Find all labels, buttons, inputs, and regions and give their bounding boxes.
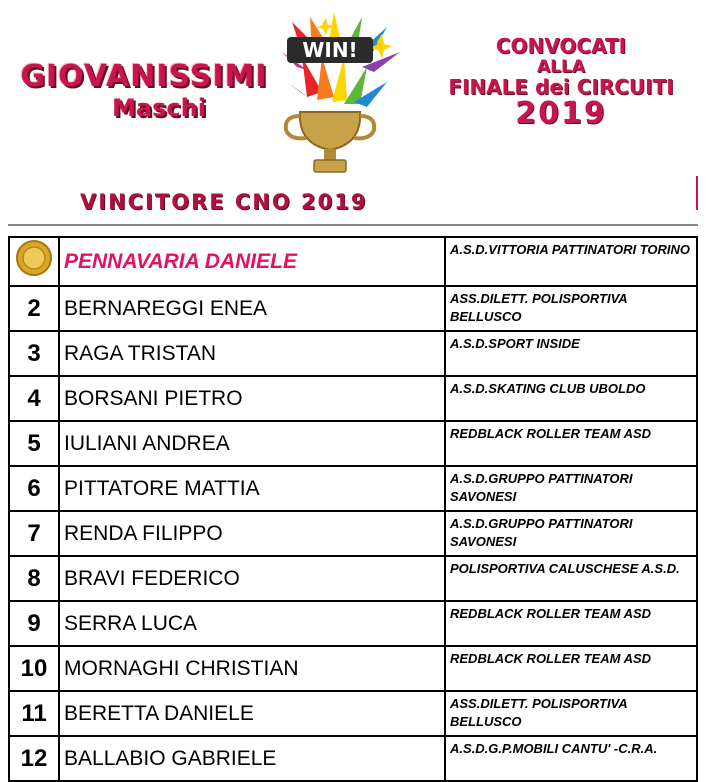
row-position: 9 <box>9 601 59 646</box>
club-name: A.S.D.SPORT INSIDE <box>445 331 697 376</box>
club-name: REDBLACK ROLLER TEAM ASD <box>445 421 697 466</box>
row-position: 11 <box>9 691 59 736</box>
row-position: 6 <box>9 466 59 511</box>
club-name: A.S.D.VITTORIA PATTINATORI TORINO <box>445 237 697 286</box>
gold-medal-icon <box>14 238 54 278</box>
divider-tick <box>696 176 698 210</box>
trophy-cup <box>300 112 360 150</box>
winner-banner: VINCITORE CNO 2019 <box>80 190 368 214</box>
row-position: 5 <box>9 421 59 466</box>
table-row <box>9 421 697 466</box>
athlete-name: PENNAVARIA DANIELE <box>59 237 445 286</box>
club-name: A.S.D.SKATING CLUB UBOLDO <box>445 376 697 421</box>
convocati-line2: ALLA <box>537 57 585 77</box>
page-title: GIOVANISSIMI <box>20 59 268 94</box>
club-name: A.S.D.GRUPPO PATTINATORI SAVONESI <box>445 511 697 556</box>
athlete-name: BALLABIO GABRIELE <box>59 736 445 781</box>
row-position: 12 <box>9 736 59 781</box>
row-position: 10 <box>9 646 59 691</box>
trophy-icon <box>282 12 402 177</box>
table-row <box>9 556 697 601</box>
divider-rule <box>8 224 698 226</box>
athlete-name: PITTATORE MATTIA <box>59 466 445 511</box>
trophy-text: WIN! <box>302 38 358 62</box>
row-position <box>9 237 59 286</box>
table-row <box>9 466 697 511</box>
club-name: REDBLACK ROLLER TEAM ASD <box>445 601 697 646</box>
convocati-year: 2019 <box>515 96 607 131</box>
table-row <box>9 286 697 331</box>
athlete-name: BRAVI FEDERICO <box>59 556 445 601</box>
club-name: A.S.D.GRUPPO PATTINATORI SAVONESI <box>445 466 697 511</box>
row-position: 2 <box>9 286 59 331</box>
athlete-name: RAGA TRISTAN <box>59 331 445 376</box>
table-row <box>9 237 697 286</box>
club-name: A.S.D.G.P.MOBILI CANTU' -C.R.A. <box>445 736 697 781</box>
row-position: 3 <box>9 331 59 376</box>
roster-table <box>8 236 698 782</box>
athlete-name: BERETTA DANIELE <box>59 691 445 736</box>
table-row <box>9 376 697 421</box>
club-name: POLISPORTIVA CALUSCHESE A.S.D. <box>445 556 697 601</box>
header-right <box>420 34 702 130</box>
club-name: ASS.DILETT. POLISPORTIVA BELLUSCO <box>445 286 697 331</box>
table-row <box>9 511 697 556</box>
header-left <box>8 60 280 122</box>
page-subtitle: Maschi <box>112 94 206 122</box>
table-row <box>9 736 697 781</box>
table-row <box>9 646 697 691</box>
row-position: 7 <box>9 511 59 556</box>
table-row <box>9 331 697 376</box>
athlete-name: RENDA FILIPPO <box>59 511 445 556</box>
convocati-line1: CONVOCATI <box>495 34 627 58</box>
convocati-line3: FINALE dei CIRCUITI <box>448 75 674 99</box>
athlete-name: BERNAREGGI ENEA <box>59 286 445 331</box>
athlete-name: IULIANI ANDREA <box>59 421 445 466</box>
row-position: 8 <box>9 556 59 601</box>
athlete-name: MORNAGHI CHRISTIAN <box>59 646 445 691</box>
athlete-name: BORSANI PIETRO <box>59 376 445 421</box>
roster-body <box>9 237 697 781</box>
table-row <box>9 601 697 646</box>
club-name: REDBLACK ROLLER TEAM ASD <box>445 646 697 691</box>
club-name: ASS.DILETT. POLISPORTIVA BELLUSCO <box>445 691 697 736</box>
athlete-name: SERRA LUCA <box>59 601 445 646</box>
row-position: 4 <box>9 376 59 421</box>
table-row <box>9 691 697 736</box>
